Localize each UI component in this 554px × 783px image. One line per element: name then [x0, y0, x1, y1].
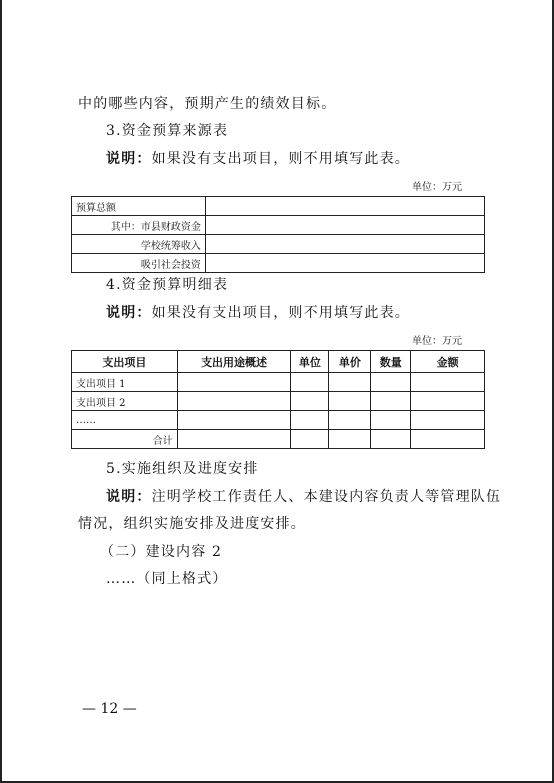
column-header: 支出项目	[72, 351, 178, 373]
source-row-value	[205, 216, 484, 235]
section-5-title: 5.实施组织及进度安排	[106, 461, 259, 477]
column-header: 金额	[411, 351, 485, 373]
table-cell	[411, 373, 485, 392]
table-row	[72, 254, 485, 273]
table-row	[72, 197, 485, 216]
page-number: — 12 —	[82, 701, 137, 717]
table-row	[72, 235, 485, 254]
table-row	[72, 392, 485, 411]
subsection-2-title: （二）建设内容 2	[100, 544, 223, 560]
note-3-text: 如果没有支出项目，则不用填写此表。	[151, 151, 411, 167]
source-row-label: 预算总额	[72, 197, 206, 216]
table-cell	[177, 411, 291, 430]
page-border-left	[0, 0, 2, 783]
note-label: 说明：	[106, 305, 152, 321]
table-cell	[411, 430, 485, 449]
table-cell: 支出项目 2	[72, 392, 178, 411]
table-cell	[329, 373, 371, 392]
table-cell	[177, 430, 291, 449]
note-5-text-b: 情况，组织实施安排及进度安排。	[78, 516, 306, 532]
source-row-value	[205, 197, 484, 216]
table-cell	[291, 430, 329, 449]
unit-label-1: 单位：万元	[412, 182, 462, 193]
column-header: 单价	[329, 351, 371, 373]
paragraph-line: 中的哪些内容，预期产生的绩效目标。	[78, 96, 337, 112]
table-row	[72, 411, 485, 430]
source-table	[71, 196, 485, 273]
table-cell	[291, 411, 329, 430]
table-total-row	[72, 430, 485, 449]
note-3	[106, 150, 410, 168]
section-3-title: 3.资金预算来源表	[106, 123, 229, 139]
table-cell	[411, 411, 485, 430]
table-cell: ……	[72, 411, 178, 430]
column-header: 支出用途概述	[177, 351, 291, 373]
note-5	[106, 488, 501, 506]
note-5-text-a: 注明学校工作责任人、本建设内容负责人等管理队伍	[151, 489, 502, 505]
source-row-label: 其中：市县财政资金	[72, 216, 206, 235]
column-header: 单位	[291, 351, 329, 373]
note-label: 说明：	[106, 151, 152, 167]
note-4-text: 如果没有支出项目，则不用填写此表。	[151, 305, 411, 321]
unit-label-2: 单位：万元	[412, 336, 462, 347]
source-row-value	[205, 235, 484, 254]
table-cell	[329, 392, 371, 411]
source-row-value	[205, 254, 484, 273]
table-row	[72, 373, 485, 392]
table-cell	[371, 392, 411, 411]
table-header-row	[72, 351, 485, 373]
table-cell	[371, 373, 411, 392]
table-cell	[177, 392, 291, 411]
subsection-2-followup: ……（同上格式）	[106, 571, 228, 587]
column-header: 数量	[371, 351, 411, 373]
table-cell: 支出项目 1	[72, 373, 178, 392]
table-cell	[177, 373, 291, 392]
table-cell	[329, 411, 371, 430]
source-row-label: 学校统筹收入	[72, 235, 206, 254]
table-cell	[371, 411, 411, 430]
detail-table	[71, 350, 485, 449]
table-cell: 合计	[72, 430, 178, 449]
section-4-title: 4.资金预算明细表	[106, 277, 229, 293]
table-row	[72, 216, 485, 235]
table-cell	[329, 430, 371, 449]
table-cell	[291, 373, 329, 392]
table-cell	[411, 392, 485, 411]
table-cell	[371, 430, 411, 449]
note-4	[106, 304, 410, 322]
source-row-label: 吸引社会投资	[72, 254, 206, 273]
table-cell	[291, 392, 329, 411]
note-label: 说明：	[106, 489, 152, 505]
